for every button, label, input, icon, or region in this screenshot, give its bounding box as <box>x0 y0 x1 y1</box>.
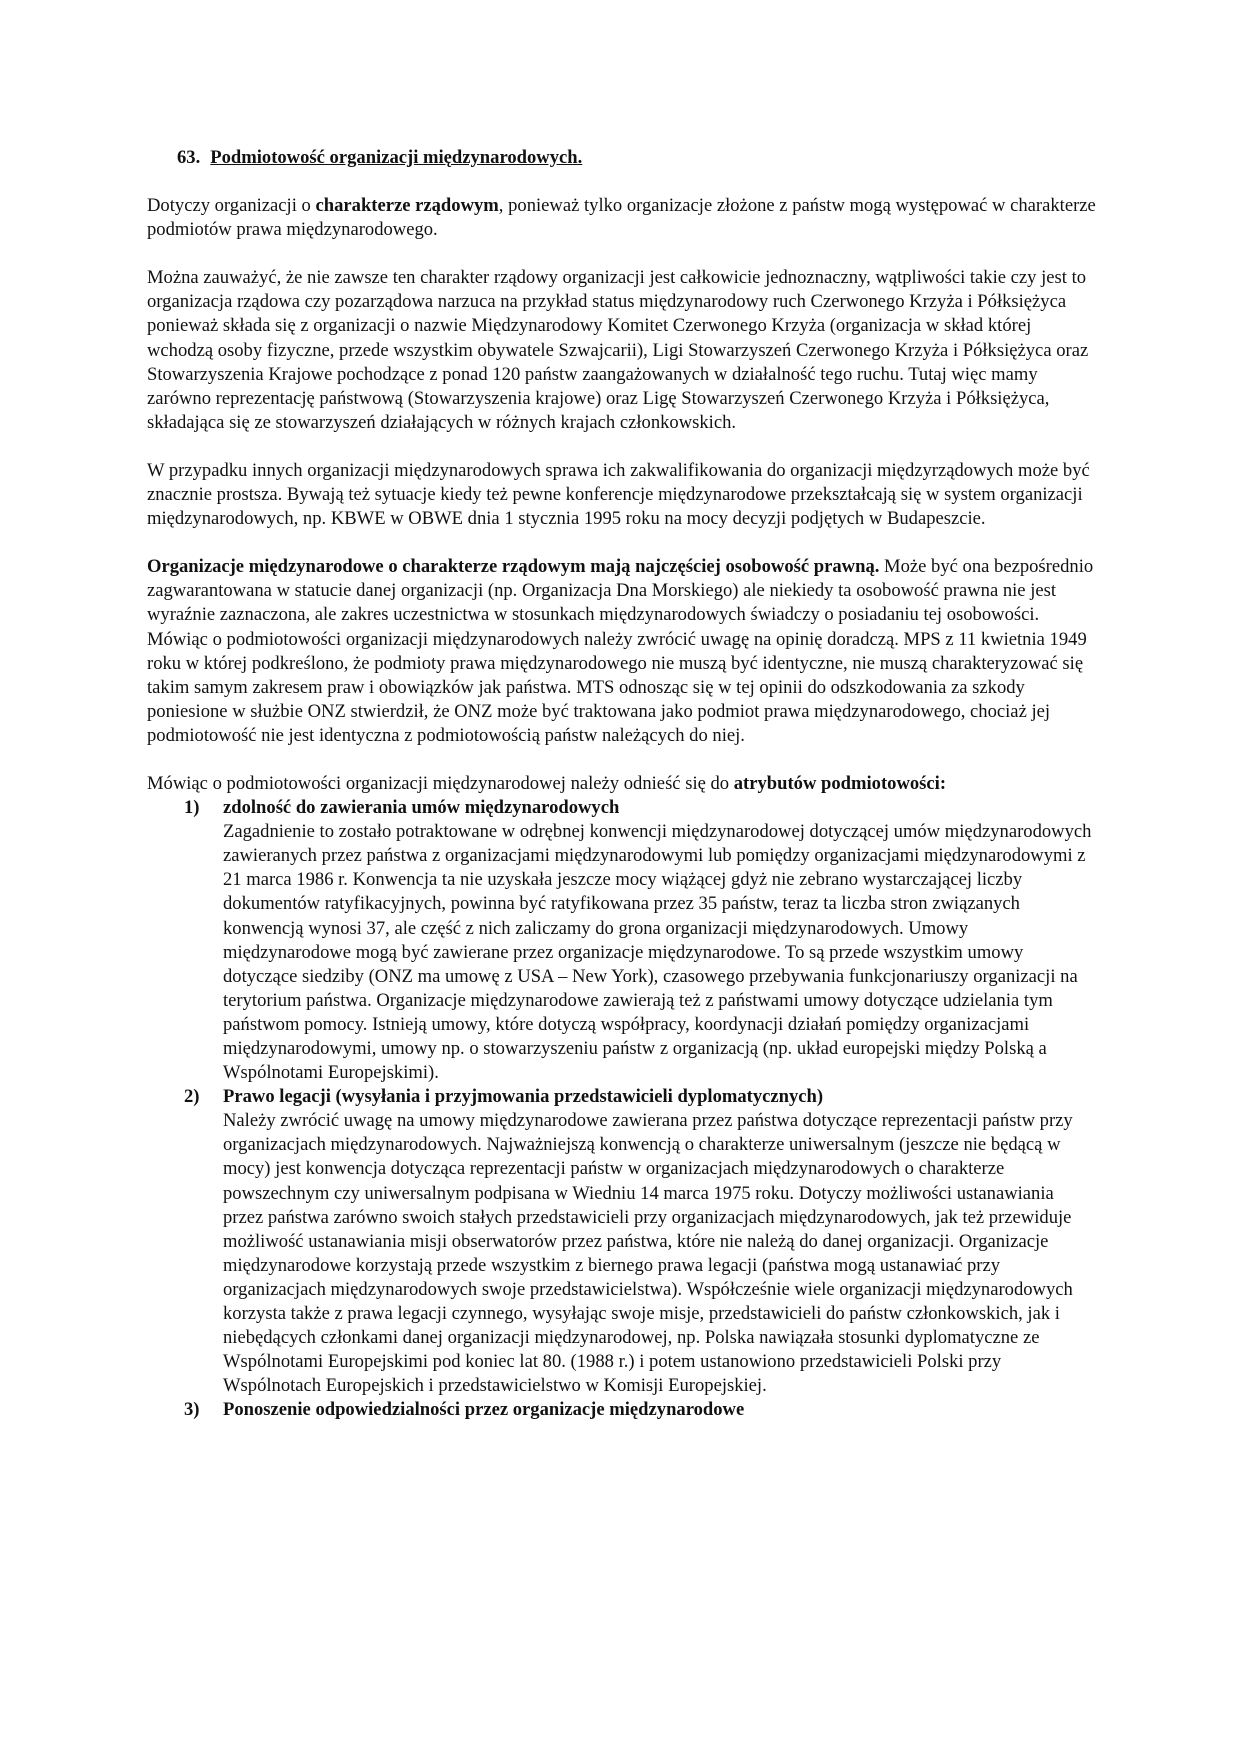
list-item-title: Ponoszenie odpowiedzialności przez organizacje międzynarodowe <box>223 1399 745 1421</box>
list-item-marker: 1) <box>184 797 200 819</box>
paragraph-1-text-a: Dotyczy organizacji o <box>147 195 316 217</box>
paragraph-5-bold: atrybutów podmiotowości: <box>733 772 947 794</box>
list-item <box>147 796 1097 1085</box>
document-page <box>147 146 1097 1423</box>
list-item-title: zdolność do zawierania umów międzynarodowych <box>223 797 620 819</box>
list-item-marker: 2) <box>184 1086 200 1108</box>
list-item-body: Zagadnienie to zostało potraktowane w odrębnej konwencji międzynarodowej dotyczącej umów międzynarodowych zawieranych przez państwa z organizacjami międzynarodowymi lub pomiędzy organizacjami międzynarodowymi z 21 marca 1986 r. Konwencja ta nie uzyskała jeszcze mocy wiążącej gdyż nie zebrano wystarczającej liczby dokumentów ratyfikacyjnych, powinna być ratyfikowana przez 35 państw, teraz ta liczba stron związanych konwencją wynosi 37, ale część z nich zaliczamy do grona organizacji międzynarodowych. Umowy międzynarodowe mogą być zawierane przez organizacje międzynarodowe. To są przede wszystkim umowy dotyczące siedziby (ONZ ma umowę z USA – New York), czasowego przebywania funkcjonariuszy organizacji na terytorium państwa. Organizacje międzynarodowe zawierają też z państwami umowy dotyczące udzielania tym państwom pomocy. Istnieją umowy, które dotyczą współpracy, koordynacji działań pomiędzy organizacjami międzynarodowymi, umowy np. o stowarzyszeniu państw z organizacją (np. układ europejski między Polską a Wspólnotami Europejskimi). <box>223 821 1092 1084</box>
list-item-marker: 3) <box>184 1399 200 1421</box>
list-item <box>147 1398 1097 1422</box>
paragraph-5-text: Mówiąc o podmiotowości organizacji międzynarodowej należy odnieść się do <box>147 772 734 794</box>
list-item <box>147 1085 1097 1398</box>
list-item-body: Należy zwrócić uwagę na umowy międzynarodowe zawierana przez państwa dotyczące reprezentacji państw przy organizacjach międzynarodowych. Najważniejszą konwencją o charakterze uniwersalnym (jeszcze nie będącą w mocy) jest konwencja dotycząca reprezentacji państw w organizacjach międzynarodowych o charakterze powszechnym czy uniwersalnym podpisana w Wiedniu 14 marca 1975 roku. Dotyczy możliwości ustanawiania przez państwa zarówno swoich stałych przedstawicieli przy organizacjach międzynarodowych, jak też przewiduje możliwość ustanawiania misji obserwatorów przez państwa, które nie należą do danej organizacji. Organizacje międzynarodowe korzystają przede wszystkim z biernego prawa legacji (państwa mogą ustanawiać przy organizacjach międzynarodowych swoje przedstawicielstwa). Współcześnie wiele organizacji międzynarodowych korzysta także z prawa legacji czynnego, wysyłając swoje misje, przedstawicieli do państw członkowskich, jak i niebędących członkami danej organizacji międzynarodowej, np. Polska nawiązała stosunki dyplomatyczne ze Wspólnotami Europejskimi pod koniec lat 80. (1988 r.) i potem ustanowiono przedstawicieli Polski przy Wspólnotach Europejskich i przedstawicielstwo w Komisji Europejskiej. <box>223 1110 1073 1397</box>
paragraph-3: W przypadku innych organizacji międzynarodowych sprawa ich zakwalifikowania do organizacji międzyrządowych może być znacznie prostsza. Bywają też sytuacje kiedy też pewne konferencje międzynarodowe przekształcają się w system organizacji międzynarodowych, np. KBWE w OBWE dnia 1 stycznia 1995 roku na mocy decyzji podjętych w Budapeszcie. <box>147 459 1090 530</box>
attributes-list <box>147 796 1097 1422</box>
section-title: Podmiotowość organizacji międzynarodowych. <box>210 147 583 168</box>
paragraph-1 <box>147 194 1097 242</box>
paragraph-2: Można zauważyć, że nie zawsze ten charakter rządowy organizacji jest całkowicie jednoznaczny, wątpliwości takie czy jest to organizacja rządowa czy pozarządowa narzuca na przykład status międzynarodowy ruch Czerwonego Krzyża i Półksiężyca ponieważ składa się z organizacji o nazwie Międzynarodowy Komitet Czerwonego Krzyża (organizacja w skład której wchodzą osoby fizyczne, przede wszystkim obywatele Szwajcarii), Ligi Stowarzyszeń Czerwonego Krzyża i Półksiężyca oraz Stowarzyszenia Krajowe pochodzące z ponad 120 państw zaangażowanych w działalność tego ruchu. Tutaj więc mamy zarówno reprezentację państwową (Stowarzyszenia krajowe) oraz Ligę Stowarzyszeń Czerwonego Krzyża i Półksiężyca, składająca się ze stowarzyszeń działających w różnych krajach członkowskich. <box>147 267 1089 433</box>
paragraph-4-text: Może być ona bezpośrednio zagwarantowana w statucie danej organizacji (np. Organizacja Dna Morskiego) ale niekiedy ta osobowość prawna nie jest wyraźnie zaznaczona, ale zakres uczestnictwa w stosunkach międzynarodowych świadczy o posiadaniu tej osobowości. Mówiąc o podmiotowości organizacji międzynarodowych należy zwrócić uwagę na opinię doradczą. MPS z 11 kwietnia 1949 roku w której podkreślono, że podmioty prawa międzynarodowego nie muszą być identyczne, nie muszą charakteryzować się takim samym zakresem praw i obowiązków jak państwa. MTS odnosząc się w tej opinii do odszkodowania za szkody poniesione w służbie ONZ stwierdził, że ONZ może być traktowana jako podmiot prawa międzynarodowego, chociaż jej podmiotowość nie jest identyczna z podmiotowością państw należących do niej. <box>147 556 1094 746</box>
list-item-title: Prawo legacji (wysyłania i przyjmowania przedstawicieli dyplomatycznych) <box>223 1086 824 1108</box>
paragraph-1-bold: charakterze rządowym <box>315 195 499 217</box>
paragraph-4 <box>147 555 1097 748</box>
section-heading <box>177 146 1097 170</box>
paragraph-5 <box>147 772 1097 796</box>
paragraph-1-text-c: , ponieważ tylko organizacje złożone z państw mogą występować w charakterze podmiotów prawa międzynarodowego. <box>147 195 1096 241</box>
section-number: 63. <box>177 147 201 168</box>
paragraph-4-bold: Organizacje międzynarodowe o charakterze rządowym mają najczęściej osobowość prawną. <box>147 556 880 578</box>
